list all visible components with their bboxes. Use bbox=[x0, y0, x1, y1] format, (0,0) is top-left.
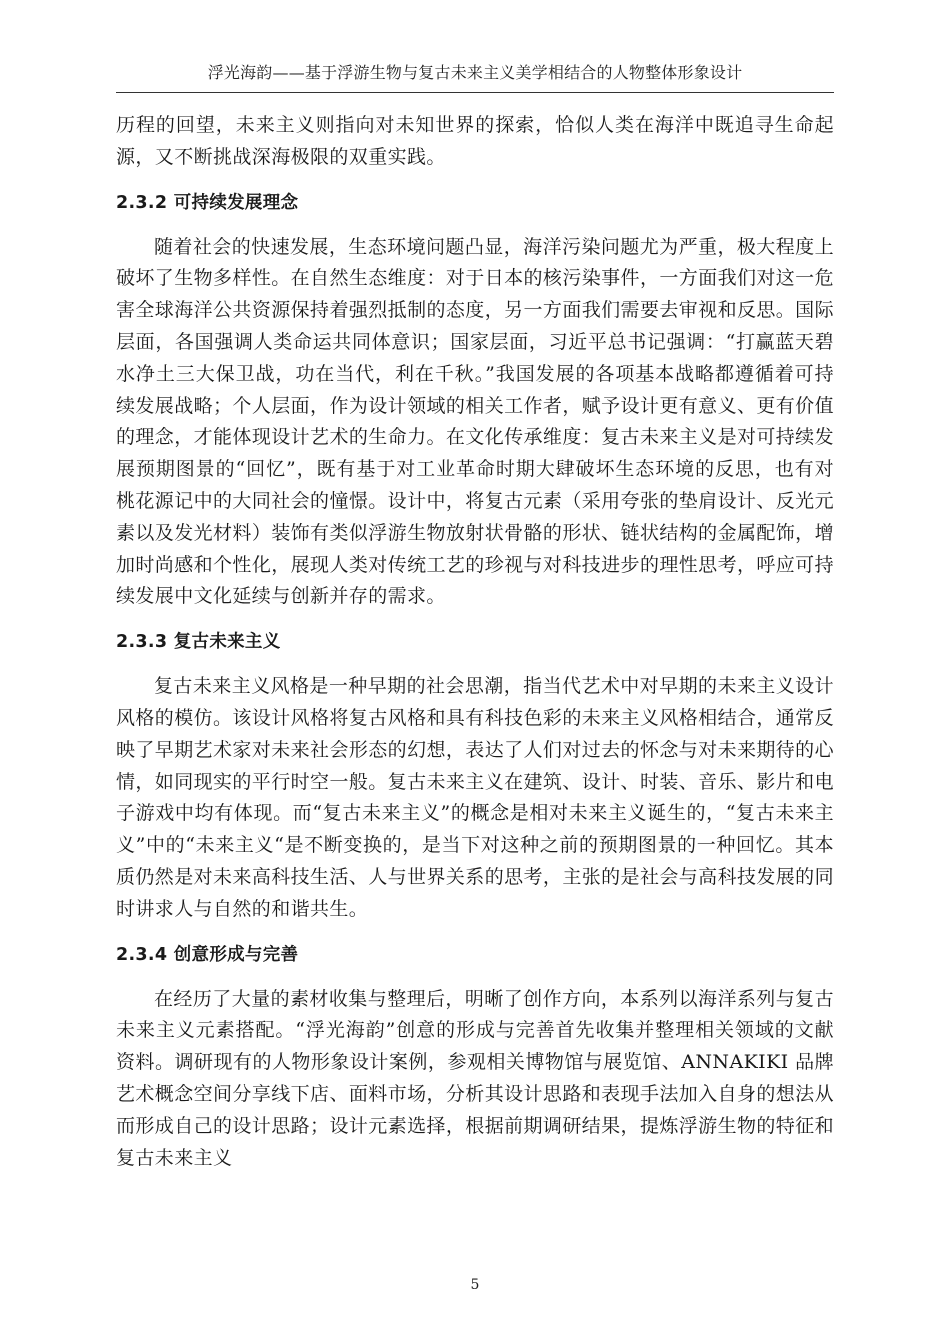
paragraph-sustainable-development: 随着社会的快速发展，生态环境问题凸显，海洋污染问题尤为严重，极大程度上破坏了生物多样性。在自然生态维度：对于日本的核污染事件，一方面我们对这一危害全球海洋公共资源保持着强烈抵制的态度，另一方面我们需要去审视和反思。国际层面，各国强调人类命运共同体意识；国家层面，习近平总书记强调：“打赢蓝天碧水净土三大保卫战，功在当代，利在千秋。”我国发展的各项基本战略都遵循着可持续发展战略；个人层面，作为设计领域的相关工作者，赋予设计更有意义、更有价值的理念，才能体现设计艺术的生命力。在文化传承维度：复古未来主义是对可持续发展预期图景的“回忆”，既有基于对工业革命时期大肆破坏生态环境的反思，也有对桃花源记中的大同社会的憧憬。设计中，将复古元素（采用夸张的垫肩设计、反光元素以及发光材料）装饰有类似浮游生物放射状骨骼的形状、链状结构的金属配饰，增加时尚感和个性化，展现人类对传统工艺的珍视与对科技进步的理性思考，呼应可持续发展中文化延续与创新并存的需求。 bbox=[116, 235, 834, 608]
running-header: 浮光海韵——基于浮游生物与复古未来主义美学相结合的人物整体形象设计 bbox=[207, 63, 743, 82]
header-rule bbox=[116, 92, 834, 93]
paragraph-retro-futurism: 复古未来主义风格是一种早期的社会思潮，指当代艺术中对早期的未来主义设计风格的模仿。该设计风格将复古风格和具有科技色彩的未来主义风格相结合，通常反映了早期艺术家对未来社会形态的幻想，表达了人们对过去的怀念与对未来期待的心情，如同现实的平行时空一般。复古未来主义在建筑、设计、时装、音乐、影片和电子游戏中均有体现。而“复古未来主义”的概念是相对未来主义诞生的，“复古未来主义”中的“未来主义“是不断变换的，是当下对这种之前的预期图景的一种回忆。其本质仍然是对未来高科技生活、人与世界关系的思考，主张的是社会与高科技发展的同时讲求人与自然的和谐共生。 bbox=[116, 675, 834, 920]
body-content bbox=[116, 110, 834, 1174]
section-heading-2-3-2: 2.3.2 可持续发展理念 bbox=[116, 192, 299, 213]
section-heading-2-3-4: 2.3.4 创意形成与完善 bbox=[116, 944, 299, 965]
section-heading-2-3-3: 2.3.3 复古未来主义 bbox=[116, 632, 281, 653]
paragraph-creative-formation: 在经历了大量的素材收集与整理后，明晰了创作方向，本系列以海洋系列与复古未来主义元素搭配。“浮光海韵”创意的形成与完善首先收集并整理相关领域的文献资料。调研现有的人物形象设计案例，参观相关博物馆与展览馆、ANNAKIKI 品牌艺术概念空间分享线下店、面料市场，分析其设计思路和表现手法加入自身的想法从而形成自己的设计思路；设计元素选择，根据前期调研结果，提炼浮游生物的特征和复古未来主义 bbox=[116, 987, 834, 1169]
paragraph-continued: 历程的回望，未来主义则指向对未知世界的探索，恰似人类在海洋中既追寻生命起源，又不断挑战深海极限的双重实践。 bbox=[116, 114, 834, 168]
page-number: 5 bbox=[470, 1277, 480, 1293]
